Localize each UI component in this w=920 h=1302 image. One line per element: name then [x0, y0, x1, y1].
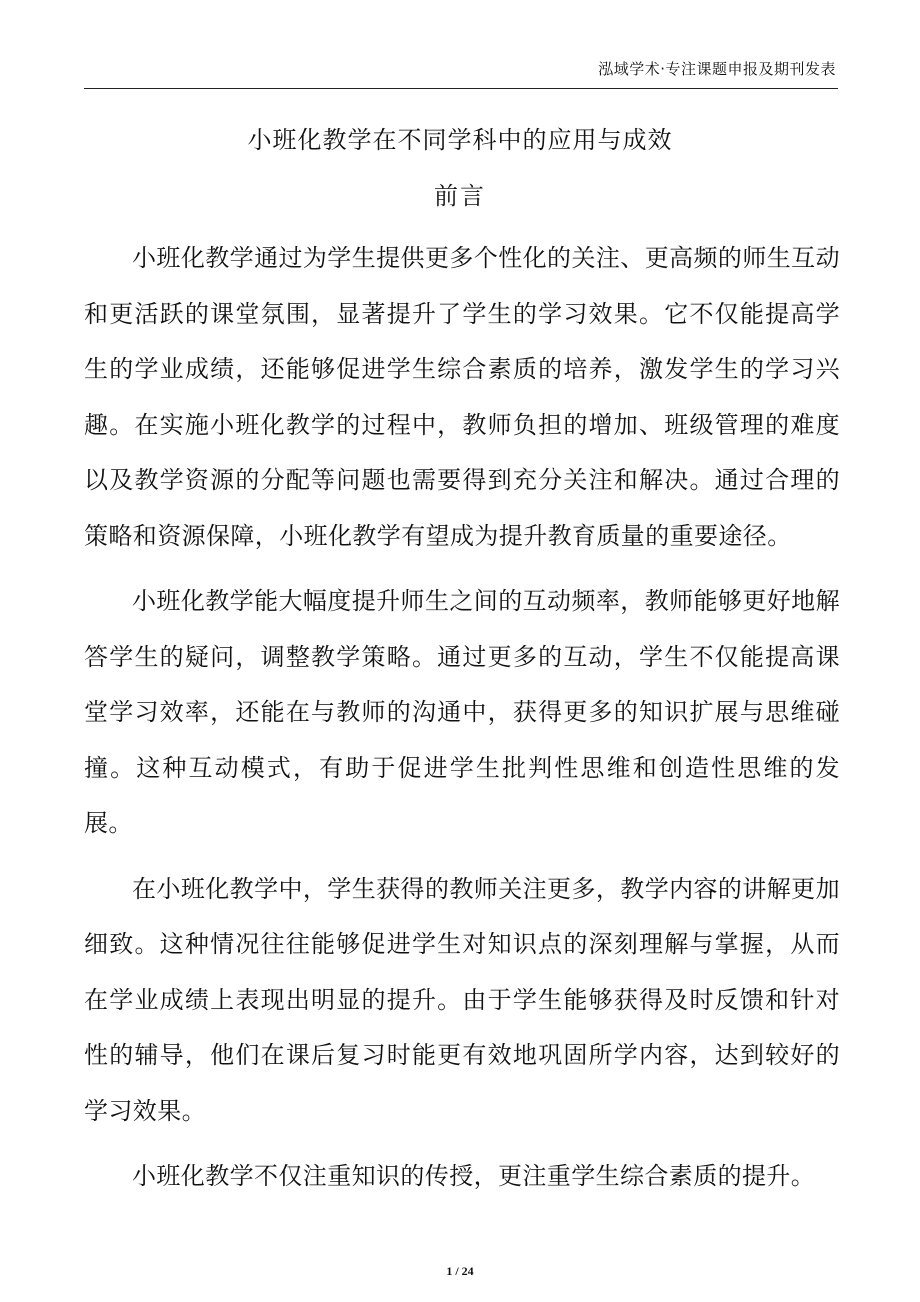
document-title: 小班化教学在不同学科中的应用与成效 [247, 126, 673, 154]
paragraph-2: 小班化教学能大幅度提升师生之间的互动频率，教师能够更好地解答学生的疑问，调整教学策略。通过更多的互动，学生不仅能提高课堂学习效率，还能在与教师的沟通中，获得更多的知识扩展与思维碰撞。这种互动模式，有助于促进学生批判性思维和创造性思维的发展。 [84, 587, 840, 837]
paragraph-1: 小班化教学通过为学生提供更多个性化的关注、更高频的师生互动和更活跃的课堂氛围，显著提升了学生的学习效果。它不仅能提高学生的学业成绩，还能够促进学生综合素质的培养，激发学生的学习兴趣。在实施小班化教学的过程中，教师负担的增加、班级管理的难度以及教学资源的分配等问题也需要得到充分关注和解决。通过合理的策略和资源保障，小班化教学有望成为提升教育质量的重要途径。 [84, 244, 840, 550]
paragraph-4: 小班化教学不仅注重知识的传授，更注重学生综合素质的提升。 [132, 1162, 816, 1190]
section-heading-preface: 前言 [434, 182, 486, 210]
body-text [84, 231, 840, 1215]
page-number: 1 / 24 [446, 1264, 474, 1278]
paragraph-3: 在小班化教学中，学生获得的教师关注更多，教学内容的讲解更加细致。这种情况往往能够促进学生对知识点的深刻理解与掌握，从而在学业成绩上表现出明显的提升。由于学生能够获得及时反馈和针对性的辅导，他们在课后复习时能更有效地巩固所学内容，达到较好的学习效果。 [84, 874, 840, 1125]
running-header: 泓域学术·专注课题申报及期刊发表 [598, 60, 836, 78]
header-divider [84, 88, 838, 89]
